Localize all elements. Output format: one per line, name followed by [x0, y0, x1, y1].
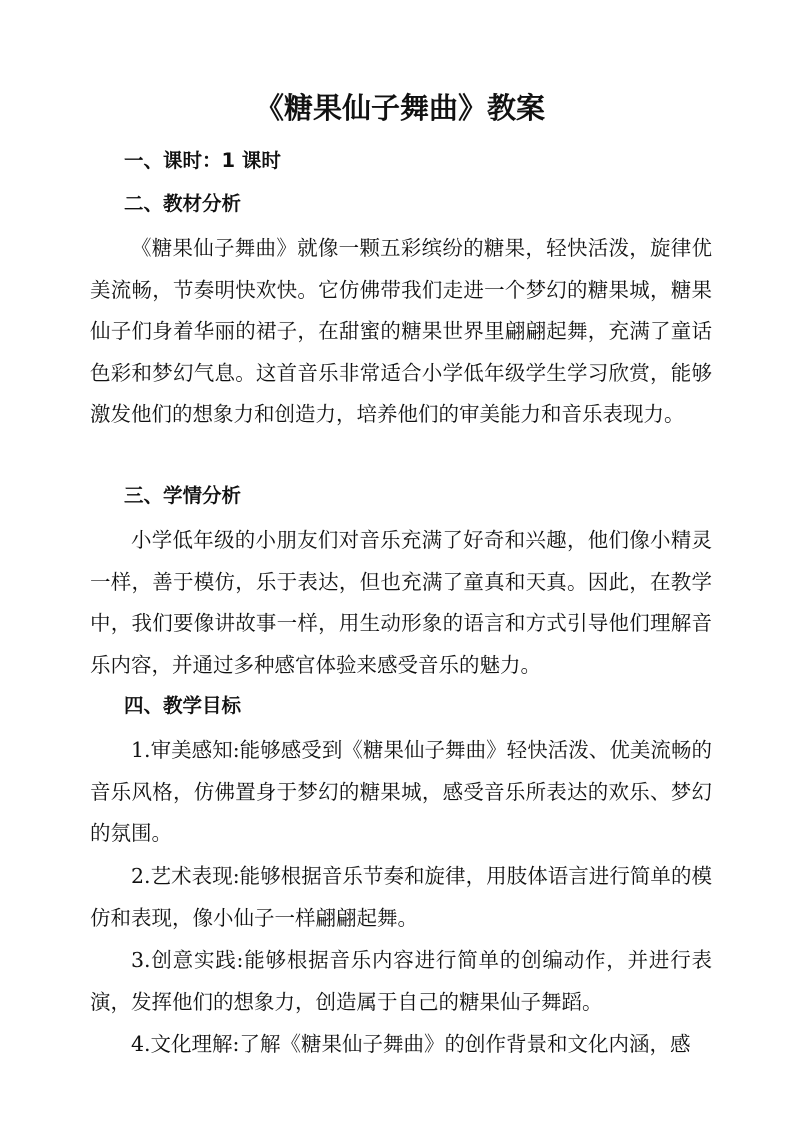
- goal-item-artistic-expression: 2.艺术表现:能够根据音乐节奏和旋律，用肢体语言进行简单的模仿和表现，像小仙子一样翩翩起舞。: [90, 864, 712, 930]
- goal-item-aesthetic: 1.审美感知:能够感受到《糖果仙子舞曲》轻快活泼、优美流畅的音乐风格，仿佛置身于梦幻的糖果城，感受音乐所表达的欢乐、梦幻的氛围。: [90, 738, 712, 845]
- document-title: 《糖果仙子舞曲》教案: [254, 91, 545, 125]
- paragraph-material-analysis: 《糖果仙子舞曲》就像一颗五彩缤纷的糖果，轻快活泼，旋律优美流畅，节奏明快欢快。它仿佛带我们走进一个梦幻的糖果城，糖果仙子们身着华丽的裙子，在甜蜜的糖果世界里翩翩起舞，充满了童话色彩和梦幻气息。这首音乐非常适合小学低年级学生学习欣赏，能够激发他们的想象力和创造力，培养他们的审美能力和音乐表现力。: [90, 236, 712, 426]
- paragraph-learner-analysis: 小学低年级的小朋友们对音乐充满了好奇和兴趣，他们像小精灵一样，善于模仿，乐于表达，但也充满了童真和天真。因此，在教学中，我们要像讲故事一样，用生动形象的语言和方式引导他们理解音乐内容，并通过多种感官体验来感受音乐的魅力。: [90, 528, 712, 677]
- goal-item-cultural-understanding: 4.文化理解:了解《糖果仙子舞曲》的创作背景和文化内涵，感: [131, 1032, 691, 1056]
- section-heading-class-hours: 一、课时：1 课时: [124, 149, 281, 172]
- goal-item-creative-practice: 3.创意实践:能够根据音乐内容进行简单的创编动作，并进行表演，发挥他们的想象力，创造属于自己的糖果仙子舞蹈。: [90, 948, 712, 1014]
- section-heading-material-analysis: 二、教材分析: [124, 192, 242, 215]
- section-heading-learner-analysis: 三、学情分析: [124, 484, 242, 507]
- section-heading-teaching-goals: 四、教学目标: [124, 694, 242, 717]
